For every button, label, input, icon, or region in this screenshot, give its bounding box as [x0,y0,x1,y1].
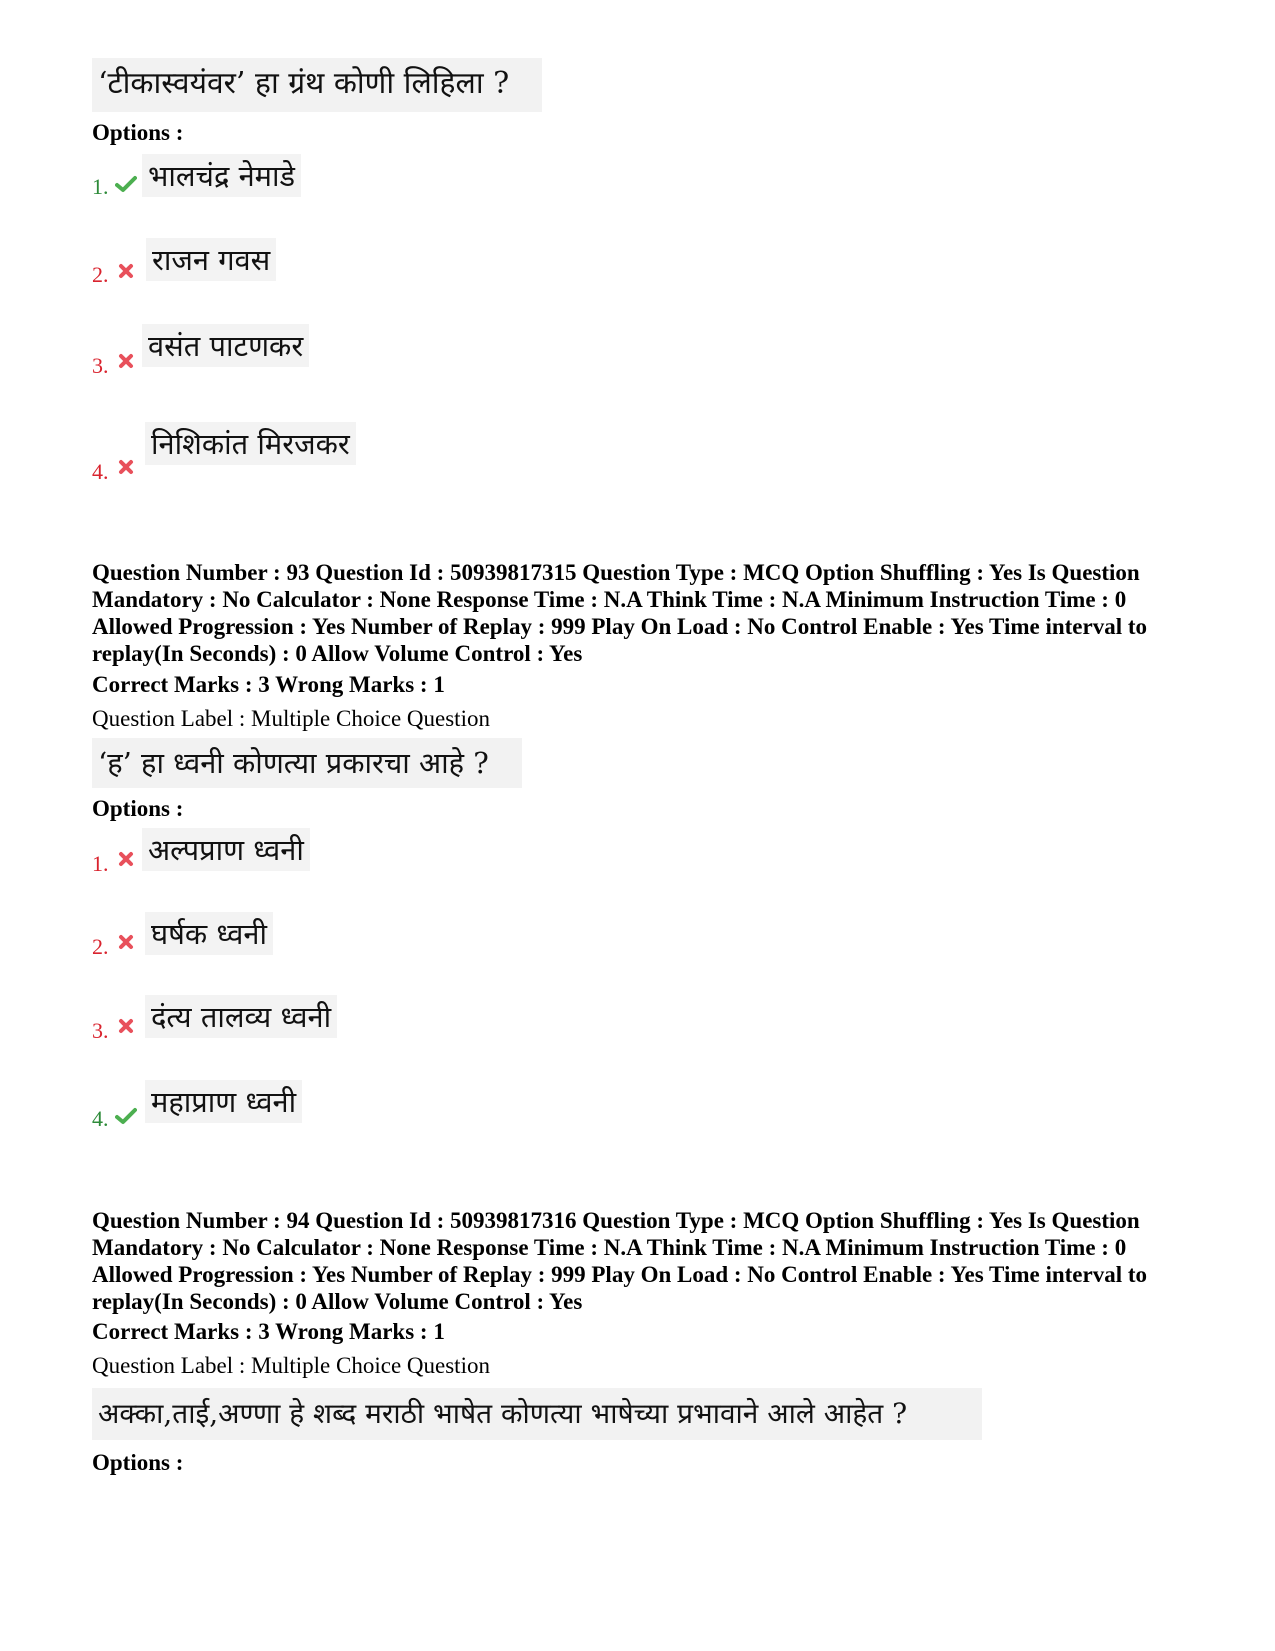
cross-icon [117,933,135,951]
option-text: दंत्य तालव्य ध्वनी [145,995,337,1038]
cross-icon [117,262,135,280]
option-text: निशिकांत मिरजकर [145,422,356,465]
option-text: घर्षक ध्वनी [145,912,273,955]
option-number: 2. [92,934,109,959]
options-heading: Options : [92,1450,184,1475]
marks-info: Correct Marks : 3 Wrong Marks : 1 [92,672,445,697]
option-text: महाप्राण ध्वनी [145,1080,302,1123]
options-heading: Options : [92,796,184,821]
question-text: अक्का,ताई,अण्णा हे शब्द मराठी भाषेत कोणत्या भाषेच्या प्रभावाने आले आहेत ? [92,1388,982,1440]
question-text: ‘टीकास्वयंवर’ हा ग्रंथ कोणी लिहिला ? [92,58,542,112]
option-number: 3. [92,353,109,378]
cross-icon [117,352,135,370]
option-number: 1. [92,851,109,876]
option-text: अल्पप्राण ध्वनी [142,828,310,871]
check-icon [115,175,137,193]
question-meta: Question Number : 94 Question Id : 50939817316 Question Type : MCQ Option Shuffling : Yes Is Question Mandatory : No Calculator : None Response Time : N.A Think Time : N.A Minimum Instruction Time : 0 Allowed Progression : Yes Number of Replay : 999 Play On Load : No Control Enable : Yes Time interval to replay(In Seconds) : 0 Allow Volume Control : Yes [92,1208,1148,1314]
option-text: वसंत पाटणकर [142,324,309,367]
marks-info: Correct Marks : 3 Wrong Marks : 1 [92,1319,445,1344]
check-icon [115,1107,137,1125]
option-text: भालचंद्र नेमाडे [142,154,301,197]
option-number: 1. [92,174,109,199]
option-number: 4. [92,459,109,484]
question-label: Question Label : Multiple Choice Question [92,1353,490,1378]
cross-icon [117,458,135,476]
cross-icon [117,850,135,868]
option-number: 4. [92,1106,109,1131]
option-text: राजन गवस [146,238,276,281]
cross-icon [117,1017,135,1035]
option-number: 3. [92,1018,109,1043]
question-meta: Question Number : 93 Question Id : 50939817315 Question Type : MCQ Option Shuffling : Yes Is Question Mandatory : No Calculator : None Response Time : N.A Think Time : N.A Minimum Instruction Time : 0 Allowed Progression : Yes Number of Replay : 999 Play On Load : No Control Enable : Yes Time interval to replay(In Seconds) : 0 Allow Volume Control : Yes [92,560,1148,666]
question-text: ‘ह’ हा ध्वनी कोणत्या प्रकारचा आहे ? [92,738,522,788]
question-label: Question Label : Multiple Choice Question [92,706,490,731]
options-heading: Options : [92,120,184,145]
option-number: 2. [92,262,109,287]
